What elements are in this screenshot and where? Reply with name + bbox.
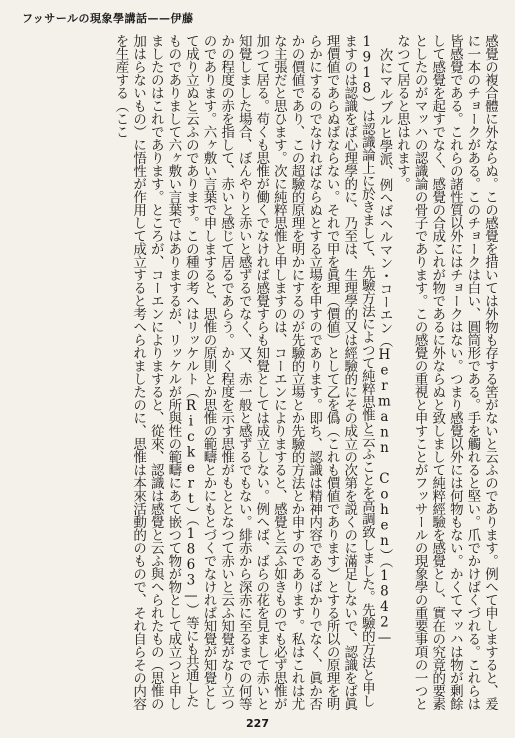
vertical-text-body (40, 34, 498, 710)
paragraph-marburg-school: 次にマルブルヒ學派、例へばヘルマン・コーエン（Hermann Cohen）（1842—1918）は認識論上に於きまして、先驗方法によつて純粹思惟と云ふことを高調致しました。先驗的方法と申しますのは認識をば心理學的に、乃至は、生理學的又は經驗的にその成立の次第を説くのに滿足しないで、認識をば眞理價値であらぬばならない。それで甲を眞理（價値）として乙を僞（これも價値であります）とする所以の原理を明らかにするのでなければならぬとする立場を申すのであります。即ち、認識は精神内容であるばかりでなく、眞か否かの價値であり、この超驗的原理を明かにするのが先驗的立場とか先驗的方法とか申すのであります。私はこれは尤な主張だと思ひます。次に純粹思惟と申しますのは、コーエンによりますると、感覺と云ふ如きものでも必ず思惟が加つて居る。苟くも思惟が働くでなければ感覺すらも知覺としては成立しない。例へば、ばらの花を見まして赤いと知覺しました場合、ぼんやりと赤いと感ずるでなく、又、赤一般と感ずるでもない。緋赤から深赤に至るまでの何等かの程度の赤を指して、赤いと感じて居るであらう。かく程度を示す思惟がもととなつて赤いと云ふ知覺がなり立つのであります。六ヶ敷い言葉で申しますると、思惟の原則とか思惟の範疇とかにもとづくでなければ知覺が知覺として成り立ぬと云ふのであります。この種の考へはリッケルト（Rickert）（1863—）等にも共通したものでありまして六ヶ敷い言葉ではありまするが、リッケルが所與性の範疇にあて嵌つて物が物として成立つと申しましたのはこれであります。ところが、コーエンによりますると、從來、認識は感覺と云ふ與へられたもの（思惟の加はらないもの）に悟性が作用して成立すると考へられましたのに、思惟は本來活動的のもので、それ自らその内容を生産する（ここ (112, 34, 393, 710)
paragraph-continuation: 感覺の複合體に外ならぬ。この感覺を措いては外物も存する筈がないと云ふのであります。例へて申しますると、爰に一本のチョークがある。このチョークは白い、圓筒形である。手を觸れると堅い。爪でかけばくづれる。これらは皆感覺である。これらの諸性質以外にはチョークはない。つまり感覺以外には何物もない。かくてマッハは物が剰餘して感覺を起すでなく、感覺の合成これが物であるに外ならぬと致しまして純粹經驗を感覺とし、實在の究竟的要素としたのがマッハの認識論の骨子であります。この感覺の重視と申すことがフッサールの現象學の重要事項の一つとなつて居ると思はれます。 (394, 34, 498, 710)
running-header: フッサールの現象學講話——伊藤 (22, 12, 194, 25)
page-number: 227 (246, 717, 269, 730)
